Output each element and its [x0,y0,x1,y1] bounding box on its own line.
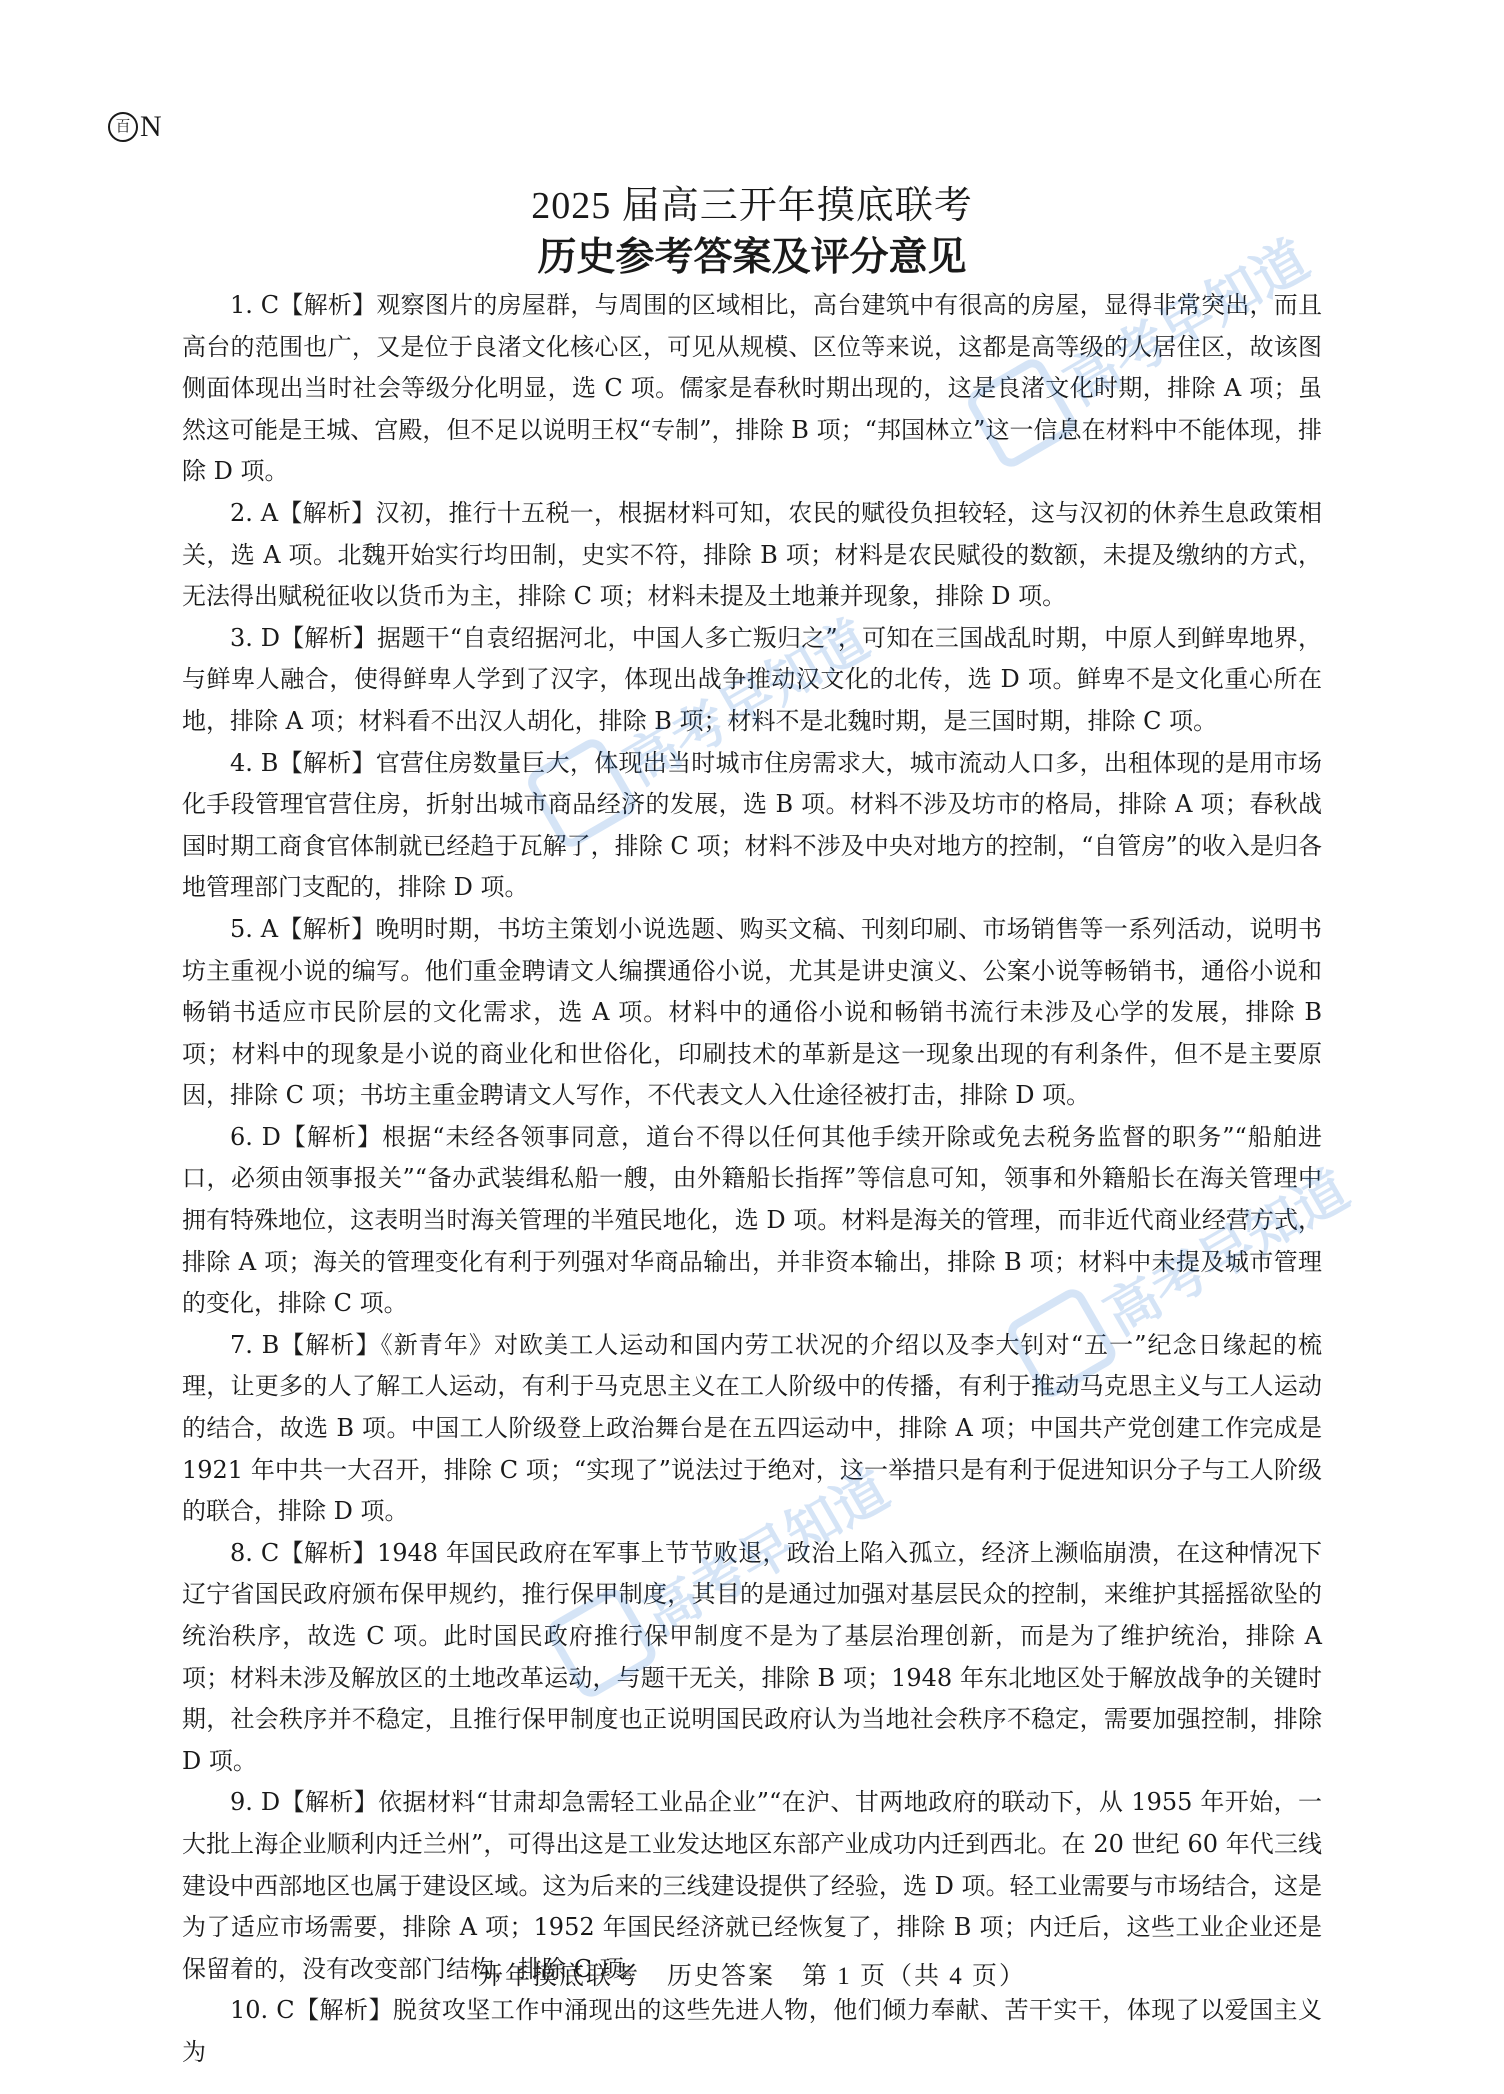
answer-item-10: 10. C【解析】脱贫攻坚工作中涌现出的这些先进人物，他们倾力奉献、苦干实干，体现了以爱国主义为 [182,1996,1322,2066]
corner-mark [108,110,162,144]
answer-item-5: 5. A【解析】晚明时期，书坊主策划小说选题、购买文稿、刊刻印刷、市场销售等一系列活动，说明书坊主重视小说的编写。他们重金聘请文人编撰通俗小说，尤其是讲史演义、公案小说等畅销书，通俗小说和畅销书适应市民阶层的文化需求，选 A 项。材料中的通俗小说和畅销书流行未涉及心学的发展，排除 B 项；材料中的现象是小说的商业化和世俗化，印刷技术的革新是这一现象出现的有利条件，但不是主要原因，排除 C 项；书坊主重金聘请文人写作，不代表文人入仕途径被打击，排除 D 项。 [182,914,1322,1110]
answer-item-9: 9. D【解析】依据材料“甘肃却急需轻工业品企业”“在沪、甘两地政府的联动下，从 1955 年开始，一大批上海企业顺利内迁兰州”，可得出这是工业发达地区东部产业成功内迁到西北。在 20 世纪 60 年代三线建设中西部地区也属于建设区域。这为后来的三线建设提供了经验，选 D 项。轻工业需要与市场结合，这是为了适应市场需要，排除 A 项；1952 年国民经济就已经恢复了，排除 B 项；内迁后，这些工业企业还是保留着的，没有改变部门结构，排除 C 项。 [182,1788,1322,1983]
answer-item-4: 4. B【解析】官营住房数量巨大，体现出当时城市住房需求大，城市流动人口多，出租体现的是用市场化手段管理官营住房，折射出城市商品经济的发展，选 B 项。材料不涉及坊市的格局，排除 A 项；春秋战国时期工商食官体制就已经趋于瓦解了，排除 C 项；材料不涉及中央对地方的控制，“自管房”的收入是归各地管理部门支配的，排除 D 项。 [182,748,1322,902]
answer-item-2: 2. A【解析】汉初，推行十五税一，根据材料可知，农民的赋役负担较轻，这与汉初的休养生息政策相关，选 A 项。北魏开始实行均田制，史实不符，排除 B 项；材料是农民赋役的数额，未提及缴纳的方式，无法得出赋税征收以货币为主，排除 C 项；材料未提及土地兼并现象，排除 D 项。 [182,498,1322,611]
corner-letter: N [140,110,162,143]
page-footer: 开年摸底联考 历史答案 第 1 页（共 4 页） [477,1963,1026,1990]
watermark-text: 高考早知道 [613,607,880,798]
answer-list [182,285,1322,2074]
answer-item-7: 7. B【解析】《新青年》对欧美工人运动和国内劳工状况的介绍以及李大钊对“五一”纪念日缘起的梳理，让更多的人了解工人运动，有利于马克思主义在工人阶级中的传播，有利于推动马克思主义与工人运动的结合，故选 B 项。中国工人阶级登上政治舞台是在五四运动中，排除 A 项；中国共产党创建工作完成是 1921 年中共一大召开，排除 C 项；“实现了”说法过于绝对，这一举措只是有利于促进知识分子与工人阶级的联合，排除 D 项。 [182,1330,1322,1526]
watermark-text: 高考早知道 [633,1457,900,1648]
answer-item-8: 8. C【解析】1948 年国民政府在军事上节节败退，政治上陷入孤立，经济上濒临崩溃，在这种情况下辽宁省国民政府颁布保甲规约，推行保甲制度，其目的是通过加强对基层民众的控制，来维护其摇摇欲坠的统治秩序，故选 C 项。此时国民政府推行保甲制度不是为了基层治理创新，而是为了维护统治，排除 A 项；材料未涉及解放区的土地改革运动，与题干无关，排除 B 项；1948 年东北地区处于解放战争的关键时期，社会秩序并不稳定，且推行保甲制度也正说明国民政府认为当地社会秩序不稳定，需要加强控制，排除 D 项。 [182,1538,1322,1775]
watermark-text: 高考早知道 [1093,1157,1360,1348]
answer-item-6: 6. D【解析】根据“未经各领事同意，道台不得以任何其他手续开除或免去税务监督的职务”“船舶进口，必须由领事报关”“备办武装缉私船一艘，由外籍船长指挥”等信息可知，领事和外籍船长在海关管理中拥有特殊地位，这表明当时海关管理的半殖民地化，选 D 项。材料是海关的管理，而非近代商业经营方式，排除 A 项；海关的管理变化有利于列强对华商品输出，并非资本输出，排除 B 项；材料中未提及城市管理的变化，排除 C 项。 [182,1122,1322,1318]
circled-mark: 百 [108,112,138,142]
document-subtitle: 历史参考答案及评分意见 [537,235,967,280]
answer-item-3: 3. D【解析】据题干“自袁绍据河北，中国人多亡叛归之”，可知在三国战乱时期，中原人到鲜卑地界，与鲜卑人融合，使得鲜卑人学到了汉字，体现出战争推动汉文化的北传，选 D 项。鲜卑不是文化重心所在地，排除 A 项；材料看不出汉人胡化，排除 B 项；材料不是北魏时期，是三国时期，排除 C 项。 [182,623,1322,735]
exam-title: 2025 届高三开年摸底联考 [531,185,973,227]
answer-item-1: 1. C【解析】观察图片的房屋群，与周围的区域相比，高台建筑中有很高的房屋，显得非常突出，而且高台的范围也广，又是位于良渚文化核心区，可见从规模、区位等来说，这都是高等级的人居住区，故该图侧面体现出当时社会等级分化明显，选 C 项。儒家是春秋时期出现的，这是良渚文化时期，排除 A 项；虽然这可能是王城、宫殿，但不足以说明王权“专制”，排除 B 项；“邦国林立”这一信息在材料中不能体现，排除 D 项。 [182,291,1322,486]
watermark-text: 高考早知道 [1053,227,1320,418]
